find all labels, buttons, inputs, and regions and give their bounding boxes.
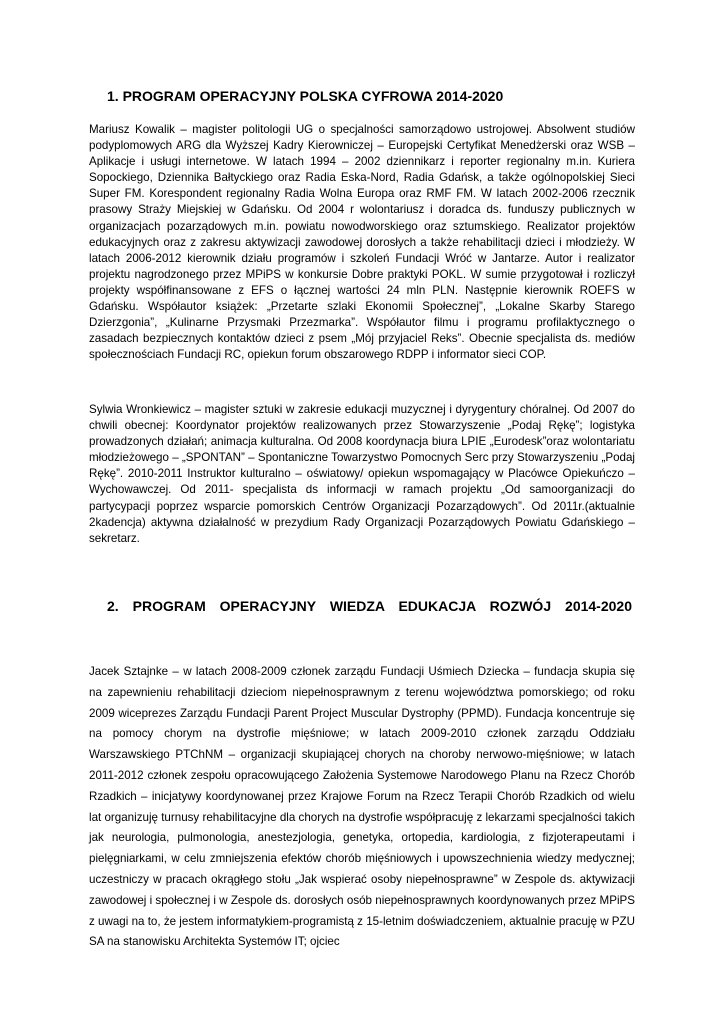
section-heading-text: 2. PROGRAM OPERACYJNY WIEDZA EDUKACJA ROZWÓJ 2014-2020 bbox=[107, 598, 632, 614]
bio-paragraph-sylwia-wronkiewicz: Sylwia Wronkiewicz – magister sztuki w zakresie edukacji muzycznej i dyrygentury chóralnej. Od 2007 do chwili obecnej: Koordynator projektów realizowanych przez Stowarzyszenie „Podaj Rękę”; logistyka prowadzonych działań; animacja kulturalna. Od 2008 koordynacja biura LPIE „Eurodesk”oraz wolontariatu młodzieżowego – „SPONTAN” – Spontaniczne Towarzystwo Pomocnych Serc przy Stowarzyszeniu „Podaj Rękę”. 2010-2011 Instruktor kulturalno – oświatowy/ opiekun wspomagający w Placówce Opiekuńczo – Wychowawczej. Od 2011- specjalista ds informacji w ramach projektu „Od samoorganizacji do partycypacji poprzez wsparcie pomorskich Centrów Organizacji Pozarządowych”. Od 2011r.(aktualnie 2kadencja) aktywna działalność w prezydium Rady Organizacji Pozarządowych Powiatu Gdańskiego – sekretarz. bbox=[89, 403, 635, 545]
section-heading-polska-cyfrowa: 1. PROGRAM OPERACYJNY POLSKA CYFROWA 2014-2020 bbox=[107, 88, 504, 104]
bio-paragraph-mariusz-kowalik: Mariusz Kowalik – magister politologii UG o specjalności samorządowo ustrojowej. Absolwent studiów podyplomowych ARG dla Wyższej Kadry Kierowniczej – Europejski Certyfikat Menedżerski oraz WSB – Aplikacje i usługi internetowe. W latach 1994 – 2002 dziennikarz i reporter regionalny m.in. Kuriera Sopockiego, Dziennika Bałtyckiego oraz Radia Eska-Nord, Radia Gdańsk, a także ogólnopolskiej Sieci Super FM. Korespondent regionalny Radia Wolna Europa oraz RMF FM. W latach 2002-2006 rzecznik prasowy Straży Miejskiej w Gdańsku. Od 2004 r wolontariusz i doradca ds. funduszy publicznych w organizacjach pozarządowych m.in. powiatu nowodworskiego oraz sztumskiego. Realizator projektów edukacyjnych oraz z zakresu aktywizacji zawodowej dorosłych a także rehabilitacji dzieci i młodzieży. W latach 2006-2012 kierownik działu programów i szkoleń Fundacji Wróć w Jantarze. Autor i realizator projektu nagrodzonego przez MPiPS w konkursie Dobre praktyki POKL. W sumie przygotował i rozliczył projekty współfinansowane z EFS o łącznej wartości 24 mln PLN. Następnie kierownik ROEFS w Gdańsku. Współautor książek: „Przetarte szlaki Ekonomii Społecznej”, „Lokalne Skarby Starego Dzierzgonia”, „Kulinarne Przysmaki Przezmarka”. Współautor filmu i programu profilaktycznego o zasadach bezpiecznych kontaktów dzieci z psem „Mój przyjaciel Reks”. Obecnie specjalista ds. mediów społecznościach Fundacji RC, opiekun forum obszarowego RDPP i informator sieci COP. bbox=[89, 123, 635, 362]
section-heading-wiedza-edukacja-rozwoj bbox=[107, 598, 632, 614]
bio-paragraph-jacek-sztajnke: Jacek Sztajnke – w latach 2008-2009 członek zarządu Fundacji Uśmiech Dziecka – fundacja skupia się na zapewnieniu rehabilitacji dzieciom niepełnosprawnym z terenu województwa pomorskiego; od roku 2009 wiceprezes Zarządu Fundacji Parent Project Muscular Dystrophy (PPMD). Fundacja koncentruje się na pomocy chorym na dystrofie mięśniowe; w latach 2009-2010 członek zarządu Oddziału Warszawskiego PTChNM – organizacji skupiającej chorych na choroby nerwowo-mięśniowe; w latach 2011-2012 członek zespołu opracowującego Założenia Systemowe Narodowego Planu na Rzecz Chorób Rzadkich – inicjatywy koordynowanej przez Krajowe Forum na Rzecz Terapii Chorób Rzadkich od wielu lat organizuję turnusy rehabilitacyjne dla chorych na dystrofie współpracuję z lekarzami specjalności takich jak neurologia, pulmonologia, anestezjologia, genetyka, ortopedia, kardiologia, z fizjoterapeutami i pielęgniarkami, w celu zmniejszenia efektów chorób mięśniowych i upowszechnienia wiedzy medycznej; uczestniczy w pracach okrągłego stołu „Jak wspierać osoby niepełnosprawne” w Zespole ds. aktywizacji zawodowej i społecznej i w Zespole ds. dorosłych osób niepełnosprawnych koordynowanych przez MPiPS z uwagi na to, że jestem informatykiem‑programistą z 15-letnim doświadczeniem, aktualnie pracuję w PZU SA na stanowisku Architekta Systemów IT; ojciec bbox=[89, 665, 635, 949]
